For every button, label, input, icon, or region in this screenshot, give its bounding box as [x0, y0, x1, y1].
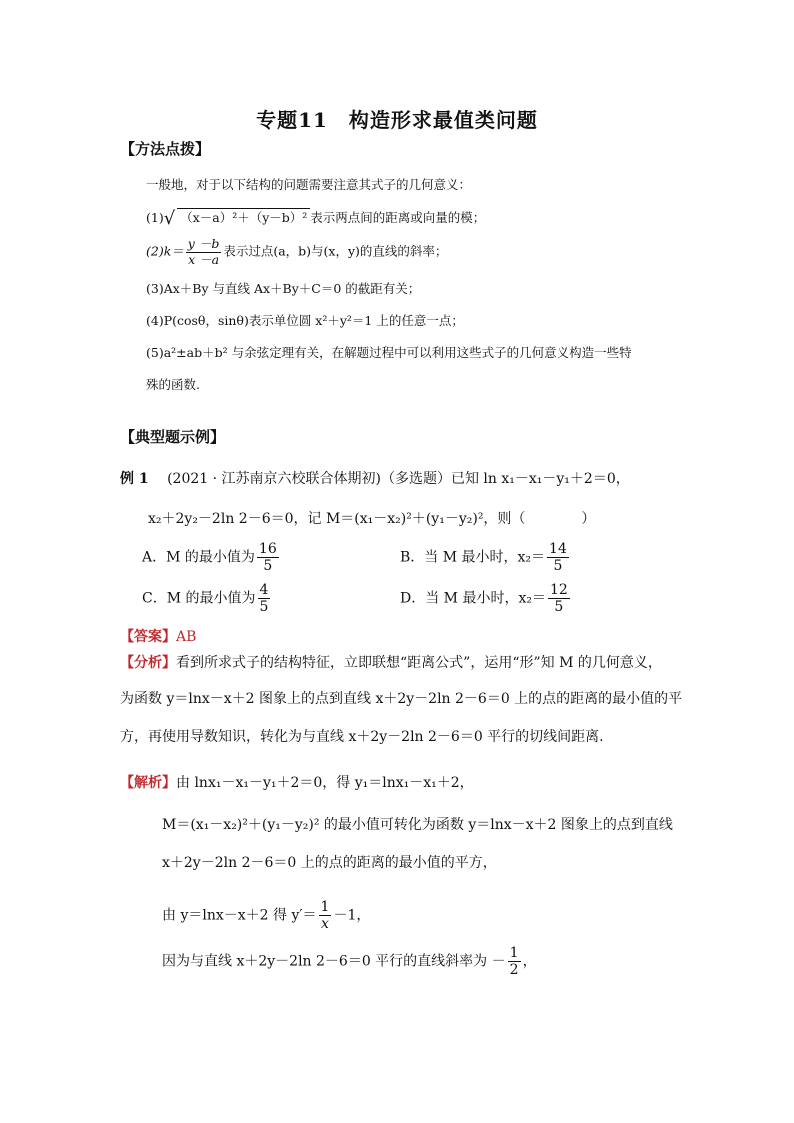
option-b: B．当 M 最小时，x₂＝ $\frac{14}{5}$	[400, 541, 567, 574]
example-label: 例 1	[120, 471, 149, 487]
answer-value: AB	[176, 629, 197, 645]
method-item-4: (4)P(cosθ，sinθ)表示单位圆 x²＋y²＝1 上的任意一点；	[146, 313, 464, 328]
option-c: C．M 的最小值为 $\frac{4}{5}$	[142, 582, 269, 615]
solution-line-3: x＋2y－2ln 2－6＝0 上的点的距离的最小值的平方，	[162, 855, 497, 871]
method-intro: 一般地，对于以下结构的问题需要注意其式子的几何意义：	[146, 177, 472, 192]
analysis-line-2: 为函数 y＝lnx－x＋2 图象上的点到直线 x＋2y－2ln 2－6＝0 上的点的距离的最小值的平	[120, 691, 683, 707]
method-item-3: (3)Ax＋By 与直线 Ax＋By＋C＝0 的截距有关；	[146, 281, 421, 296]
example-line-2: x₂＋2y₂－2ln 2－6＝0，记 M＝(x₁－x₂)²＋(y₁－y₂)²，则（ ）	[148, 511, 596, 527]
sqrt-symbol: √	[163, 208, 176, 229]
sqrt-radicand: （x－a）²＋（y－b）²	[177, 208, 310, 227]
analysis-line-1: 【分析】看到所求式子的结构特征，立即联想“距离公式”，运用“形”知 M 的几何意义，	[120, 655, 662, 671]
solution-line-4: 由 y＝lnx－x＋2 得 y′＝ $\frac{1}{x}$ －1，	[162, 899, 371, 932]
solution-line-2: M＝(x₁－x₂)²＋(y₁－y₂)² 的最小值可转化为函数 y＝lnx－x＋2 图象上的点到直线	[162, 817, 673, 833]
example-heading: 【典型题示例】	[120, 428, 226, 446]
answer-label: 【答案】	[120, 629, 176, 645]
page-title: 专题11 构造形求最值类问题	[256, 108, 538, 132]
solution-line-1: 【解析】由 lnx₁－x₁－y₁＋2＝0，得 y₁＝lnx₁－x₁＋2，	[120, 775, 474, 791]
analysis-label: 【分析】	[120, 655, 176, 671]
method-item-1: (1)√ （x－a）²＋（y－b）² 表示两点间的距离或向量的模；	[146, 208, 486, 229]
example-line-1	[120, 468, 630, 488]
analysis-line-3: 方，再使用导数知识，转化为与直线 x＋2y－2ln 2－6＝0 平行的切线间距离.	[120, 729, 604, 745]
method-item-2: (2)k＝ $\frac{y -b}{x -a}$ 表示过点(a，b)与(x，y)的直线的斜率；	[146, 236, 448, 267]
answer-line	[120, 626, 196, 646]
option-a: A．M 的最小值为 $\frac{16}{5}$	[142, 541, 277, 574]
method-item-5-line-2: 殊的函数.	[146, 377, 200, 392]
slope-fraction: $\frac{y -b}{x -a}$	[187, 236, 220, 267]
method-item-5-line-1: (5)a²±ab＋b² 与余弦定理有关，在解题过程中可以利用这些式子的几何意义构造一些特	[146, 345, 632, 360]
solution-line-5: 因为与直线 x＋2y－2ln 2－6＝0 平行的直线斜率为 － $\frac{1}{2}$ ，	[162, 945, 537, 978]
example-source: (2021 · 江苏南京六校联合体期初)（多选题）已知 ln x₁－x₁－y₁＋2＝0，	[167, 471, 630, 487]
solution-label: 【解析】	[120, 775, 176, 791]
option-d: D．当 M 最小时，x₂＝ $\frac{12}{5}$	[400, 582, 568, 615]
method-heading: 【方法点拨】	[120, 140, 211, 158]
